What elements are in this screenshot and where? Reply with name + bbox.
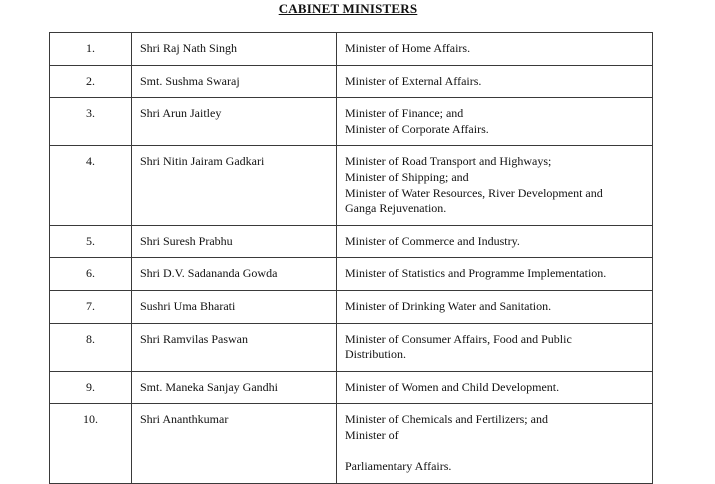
portfolio-line: Parliamentary Affairs.: [345, 459, 452, 474]
portfolio: [337, 98, 653, 146]
table-row: [50, 65, 653, 98]
portfolio-line: Minister of Road Transport and Highways;: [345, 154, 552, 169]
portfolio-line: Minister of Consumer Affairs, Food and Public: [345, 331, 572, 346]
table-row: [50, 98, 653, 146]
minister-name: Shri D.V. Sadananda Gowda: [132, 258, 337, 291]
portfolio: [337, 290, 653, 323]
minister-name: Smt. Sushma Swaraj: [132, 65, 337, 98]
portfolio: [337, 258, 653, 291]
serial-number: 5.: [50, 225, 132, 258]
portfolio-line: Minister of Water Resources, River Development and: [345, 185, 603, 200]
table-row: [50, 404, 653, 483]
minister-name: Sushri Uma Bharati: [132, 290, 337, 323]
portfolio-line: Distribution.: [345, 347, 407, 362]
table-row: [50, 371, 653, 404]
portfolio-line: Minister of Women and Child Development.: [345, 379, 560, 394]
serial-number: 3.: [50, 98, 132, 146]
minister-name: Shri Arun Jaitley: [132, 98, 337, 146]
portfolio-line: Ganga Rejuvenation.: [345, 201, 447, 216]
ministers-table-body: [50, 33, 653, 484]
table-row: [50, 146, 653, 225]
table-row: [50, 258, 653, 291]
serial-number: 8.: [50, 323, 132, 371]
portfolio: [337, 33, 653, 66]
table-row: [50, 290, 653, 323]
table-row: [50, 323, 653, 371]
portfolio-line: Minister of Shipping; and: [345, 169, 469, 184]
portfolio-line: Minister of Chemicals and Fertilizers; and: [345, 412, 548, 427]
portfolio-line: Minister of External Affairs.: [345, 73, 482, 88]
serial-number: 9.: [50, 371, 132, 404]
serial-number: 6.: [50, 258, 132, 291]
serial-number: 10.: [50, 404, 132, 483]
portfolio: [337, 65, 653, 98]
minister-name: Shri Ramvilas Paswan: [132, 323, 337, 371]
serial-number: 1.: [50, 33, 132, 66]
minister-name: Shri Ananthkumar: [132, 404, 337, 483]
minister-name: Shri Suresh Prabhu: [132, 225, 337, 258]
minister-name: Shri Raj Nath Singh: [132, 33, 337, 66]
serial-number: 4.: [50, 146, 132, 225]
minister-name: Shri Nitin Jairam Gadkari: [132, 146, 337, 225]
serial-number: 2.: [50, 65, 132, 98]
table-row: [50, 33, 653, 66]
portfolio-line: Minister of Commerce and Industry.: [345, 233, 520, 248]
portfolio: [337, 404, 653, 483]
portfolio: [337, 323, 653, 371]
portfolio-line: Minister of Statistics and Programme Implementation.: [345, 266, 607, 281]
serial-number: 7.: [50, 290, 132, 323]
portfolio-line: Minister of: [345, 427, 399, 442]
table-row: [50, 225, 653, 258]
minister-name: Smt. Maneka Sanjay Gandhi: [132, 371, 337, 404]
portfolio-line: Minister of Drinking Water and Sanitation.: [345, 298, 552, 313]
portfolio-line: Minister of Finance; and: [345, 106, 464, 121]
portfolio-line: Minister of Home Affairs.: [345, 41, 471, 55]
portfolio: [337, 371, 653, 404]
portfolio: [337, 225, 653, 258]
portfolio: [337, 146, 653, 225]
portfolio-line: Minister of Corporate Affairs.: [345, 121, 489, 136]
portfolio-line: [345, 444, 644, 460]
page-title: CABINET MINISTERS: [278, 1, 418, 16]
ministers-table: [49, 32, 653, 484]
